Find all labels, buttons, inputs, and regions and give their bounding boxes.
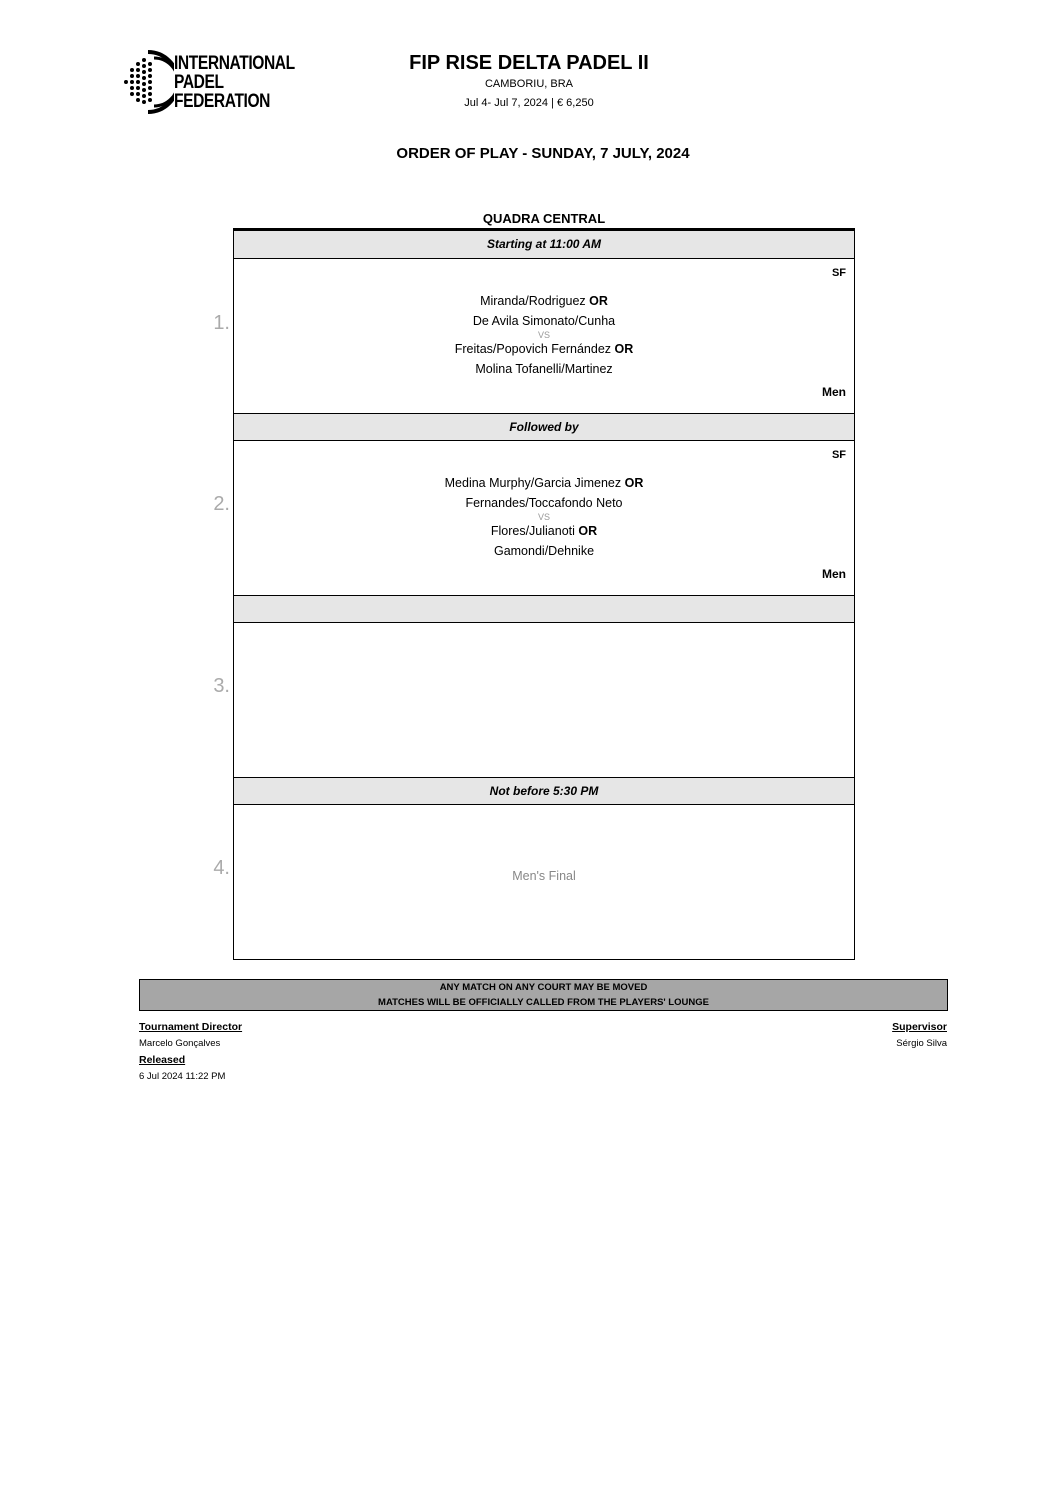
notice-line: ANY MATCH ON ANY COURT MAY BE MOVED: [439, 982, 648, 993]
match-teams: [234, 291, 854, 379]
logo-line: PADEL: [174, 72, 224, 93]
slot-number: 2.: [213, 493, 230, 515]
or-label: OR: [624, 476, 644, 490]
director-name: Marcelo Gonçalves: [139, 1038, 221, 1049]
time-band: Starting at 11:00 AM: [234, 231, 854, 259]
or-label: OR: [589, 294, 608, 308]
match-description: Men's Final: [512, 869, 576, 883]
round-label: SF: [831, 267, 846, 279]
logo-line: INTERNATIONAL: [174, 53, 295, 74]
vs-label: VS: [537, 330, 550, 340]
order-of-play-heading: ORDER OF PLAY - SUNDAY, 7 JULY, 2024: [396, 145, 690, 162]
team-name: Freitas/Popovich Fernández: [454, 342, 612, 356]
logo-line: FEDERATION: [174, 91, 271, 112]
team-name: Medina Murphy/Garcia Jimenez: [444, 476, 622, 490]
tournament-location: CAMBORIU, BRA: [484, 78, 573, 90]
match-cell: [234, 623, 854, 777]
team-name: Flores/Julianoti: [490, 524, 575, 538]
time-band: Not before 5:30 PM: [234, 777, 854, 805]
team-name: Fernandes/Toccafondo Neto: [465, 496, 623, 510]
notice-box: [139, 979, 948, 1011]
category-label: Men: [822, 385, 846, 399]
team-name: Molina Tofanelli/Martinez: [475, 362, 613, 376]
supervisor-name: Sérgio Silva: [896, 1038, 947, 1049]
category-label: Men: [822, 567, 846, 581]
or-label: OR: [578, 524, 598, 538]
released-value: 6 Jul 2024 11:22 PM: [139, 1071, 226, 1082]
round-label: SF: [831, 449, 846, 461]
slot-number: 3.: [213, 675, 230, 697]
match-teams: [234, 473, 854, 561]
supervisor-label: Supervisor: [892, 1021, 947, 1033]
slot-number: 4.: [213, 857, 230, 879]
tournament-title: FIP RISE DELTA PADEL II: [409, 52, 649, 74]
team-name: Miranda/Rodriguez: [480, 294, 586, 308]
match-cell: [234, 805, 854, 959]
time-band: Followed by: [234, 413, 854, 441]
vs-label: VS: [537, 512, 550, 522]
director-label: Tournament Director: [139, 1021, 243, 1033]
time-band: [234, 595, 854, 623]
slot-number: 1.: [213, 312, 230, 334]
team-name: Gamondi/Dehnike: [493, 544, 595, 558]
notice-line: MATCHES WILL BE OFFICIALLY CALLED FROM THE PLAYERS' LOUNGE: [378, 997, 709, 1008]
released-label: Released: [139, 1054, 186, 1066]
or-label: OR: [614, 342, 634, 356]
match-cell: [234, 259, 854, 413]
match-cell: [234, 441, 854, 595]
tournament-dates: Jul 4- Jul 7, 2024 | € 6,250: [464, 97, 594, 109]
schedule-table: [233, 231, 855, 960]
court-name: QUADRA CENTRAL: [482, 211, 606, 226]
team-name: De Avila Simonato/Cunha: [472, 314, 616, 328]
